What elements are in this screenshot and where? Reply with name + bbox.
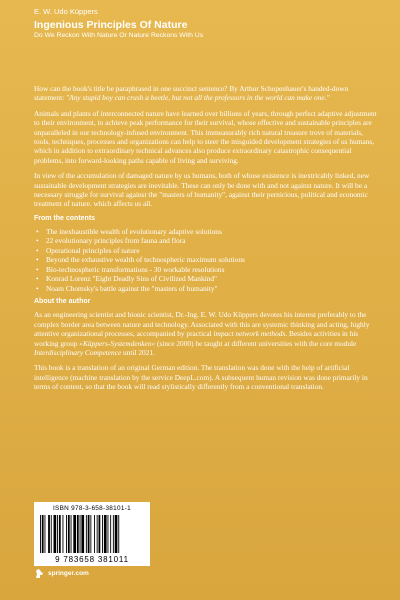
barcode-number: 9 783658 381011	[55, 555, 129, 564]
book-subtitle: Do We Reckon With Nature Or Nature Reckons With Us	[34, 32, 204, 39]
list-item: • 22 evolutionary principles from fauna and flora	[34, 236, 380, 246]
publisher-url: springer.com	[48, 570, 89, 577]
about-text: As an engineering scientist and bionic scientist, Dr.-Ing. E. W. Udo Küppers devotes his interest preferably to the complex border area between nature and technology. Associated with this are systemic thinking and acting, highly attentive organizational processes, accompanied by practical	[34, 310, 370, 339]
intro-paragraph	[34, 84, 380, 103]
author-name: E. W. Udo Küppers	[34, 7, 98, 16]
about-heading: About the author	[34, 298, 91, 306]
list-item: • Noam Chomsky's battle against the "masters of humanity"	[34, 284, 380, 294]
about-text: . Besides activities in his working group	[34, 329, 359, 348]
about-text: (since 2000) he taught at different universities with the core module	[155, 338, 357, 348]
contents-heading: From the contents	[34, 214, 96, 222]
book-title: Ingenious Principles Of Nature	[34, 19, 188, 31]
barcode-label	[34, 502, 150, 566]
publisher-logo	[34, 568, 89, 579]
list-item: • Konrad Lorenz "Eight Deadly Sins of Civilized Mankind"	[34, 274, 380, 284]
about-emphasis: »Küppers-Systemdenken«	[79, 338, 156, 348]
about-emphasis: Interdisciplinary Competence	[34, 347, 122, 357]
nature-paragraph: Animals and plants of interconnected nature have learned over billions of years, through perfect adaptive adjustment to their environment, to achieve peak performance for their survival, whose effective and sustainable principles are unparalleled in our technology-infused environment. This immeasurably rich natural treasure trove of materials, tools, techniques, processes and organizations can help to steer the misguided development strategies of us humans, which in addition to extraordinary technical advances also produce extraordinary catastrophic consequential problems, into forward-looking paths capable of living and surviving.	[34, 108, 377, 165]
about-text: until 2021.	[121, 347, 155, 357]
blurb	[34, 84, 380, 398]
list-item: • Operational principles of nature	[34, 246, 380, 256]
header	[34, 7, 374, 39]
schopenhauer-quote: "Any stupid boy can crush a beetle, but not all the professors in the world can make one."	[66, 93, 330, 103]
list-item: • Beyond the exhaustive wealth of technospheric maximum solutions	[34, 255, 380, 265]
about-paragraph	[34, 310, 380, 357]
strategy-paragraph: In view of the accumulation of damaged nature by us humans, both of whose existence is inextricably linked, new sustainable development strategies are inevitable. These can only be done with and not against nature. It will be a necessary struggle for survival against the "masters of humanity", against their pernicious, political and economic treatment of nature. which affects us all.	[34, 171, 370, 209]
about-emphasis: impact network methods	[213, 329, 286, 339]
isbn-text: ISBN 978-3-658-38101-1	[52, 505, 131, 512]
list-item: • Bio-technospheric transformations - 30 workable resolutions	[34, 265, 380, 275]
translation-note: This book is a translation of an original German edition. The translation was done with the help of artificial intelligence (machine translation by the service DeepL.com). A subsequent human revision was done primarily in terms of content, so that the book will read stylistically differently from a conventional translation.	[34, 363, 368, 392]
contents-list	[34, 227, 380, 294]
list-item: • The inexhaustible wealth of evolutionary adaptive solutions	[34, 227, 380, 237]
barcode	[40, 515, 144, 553]
springer-horse-icon	[34, 568, 45, 579]
intro-text: How can the book's title be paraphrased in one succinct sentence? By Arthur Schopenhauer's handed-down statement:	[34, 84, 349, 103]
